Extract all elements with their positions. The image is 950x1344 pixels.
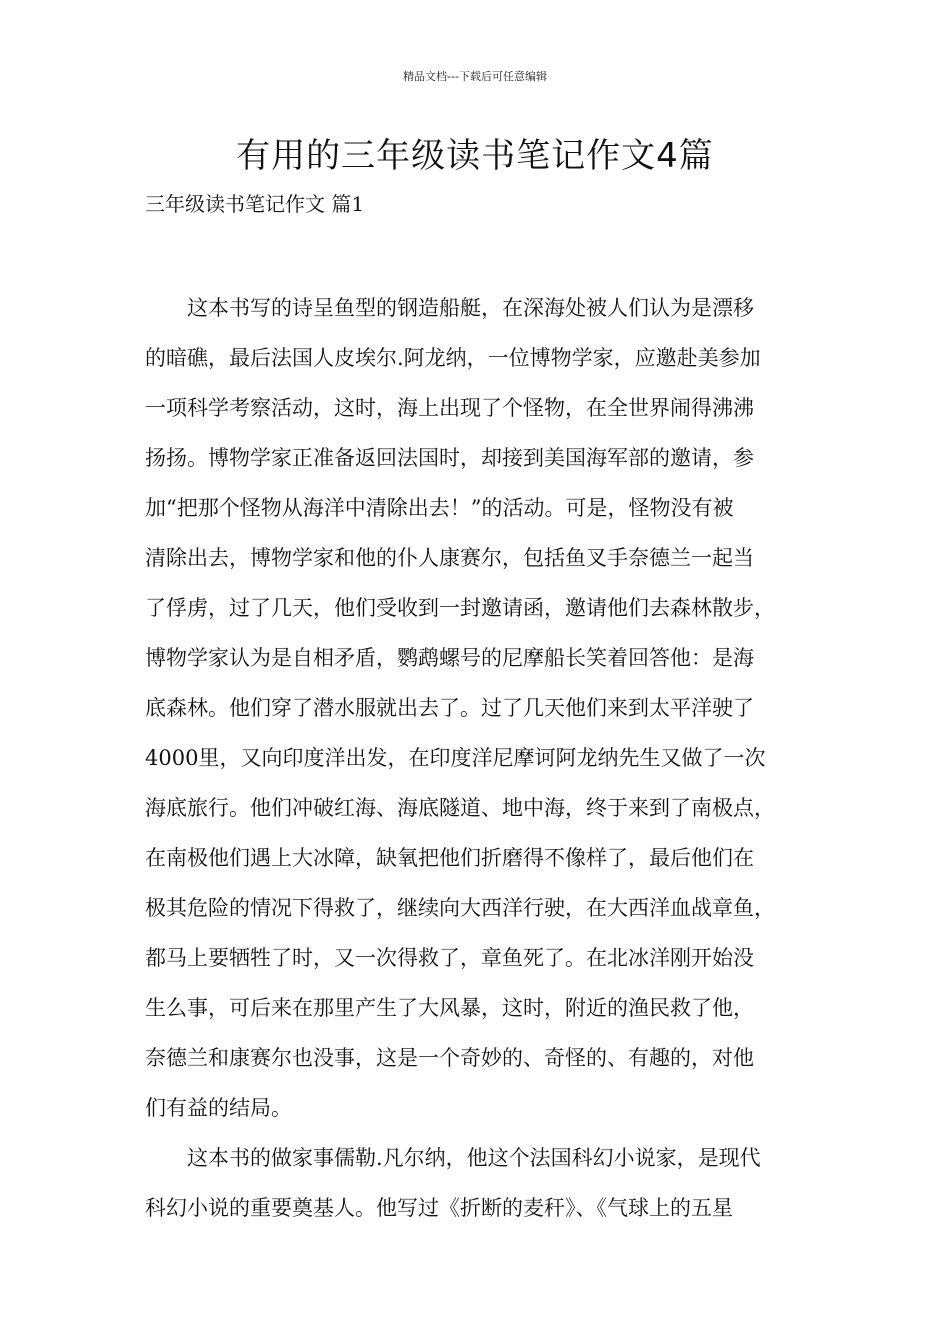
section-heading: 三年级读书笔记作文 篇1 [145,192,365,216]
text-line: 生么事，可后来在那里产生了大风暴，这时，附近的渔民救了他， [145,996,754,1020]
body-text [145,283,825,1233]
text-line: 的暗礁，最后法国人皮埃尔.阿龙纳，一位博物学家，应邀赴美参加 [145,346,761,370]
text-line: 都马上要牺牲了时，又一次得救了，章鱼死了。在北冰洋刚开始没 [145,946,754,970]
text-line: 极其危险的情况下得救了，继续向大西洋行驶，在大西洋血战章鱼， [145,896,775,920]
text-line: 了俘虏，过了几天，他们受收到一封邀请函，邀请他们去森林散步， [145,596,775,620]
text-line: 博物学家认为是自相矛盾，鹦鹉螺号的尼摩船长笑着回答他：是海 [145,646,754,670]
document-title: 有用的三年级读书笔记作文4篇 [236,136,714,176]
text-line: 这本书写的诗呈鱼型的钢造船艇，在深海处被人们认为是漂移 [145,296,754,320]
text-line: 这本书的做家事儒勒.凡尔纳，他这个法国科幻小说家，是现代 [145,1146,761,1170]
text-line: 加“把那个怪物从海洋中清除出去！”的活动。可是，怪物没有被 [145,496,734,520]
text-line: 科幻小说的重要奠基人。他写过《折断的麦秆》、《气球上的五星 [145,1196,733,1220]
text-line: 们有益的结局。 [145,1096,292,1120]
header-note: 精品文档---下载后可任意编辑 [403,70,547,83]
text-line: 清除出去，博物学家和他的仆人康赛尔，包括鱼叉手奈德兰一起当 [145,546,754,570]
text-line: 底森林。他们穿了潜水服就出去了。过了几天他们来到太平洋驶了 [145,696,754,720]
text-line: 扬扬。博物学家正准备返回法国时，却接到美国海军部的邀请，参 [145,446,754,470]
text-line: 奈德兰和康赛尔也没事，这是一个奇妙的、奇怪的、有趣的，对他 [145,1046,754,1070]
text-line: 在南极他们遇上大冰障，缺氧把他们折磨得不像样了，最后他们在 [145,846,754,870]
text-line: 4000里，又向印度洋出发，在印度洋尼摩诃阿龙纳先生又做了一次 [145,746,766,770]
text-line: 海底旅行。他们冲破红海、海底隧道、地中海，终于来到了南极点， [145,796,775,820]
text-line: 一项科学考察活动，这时，海上出现了个怪物，在全世界闹得沸沸 [145,396,754,420]
